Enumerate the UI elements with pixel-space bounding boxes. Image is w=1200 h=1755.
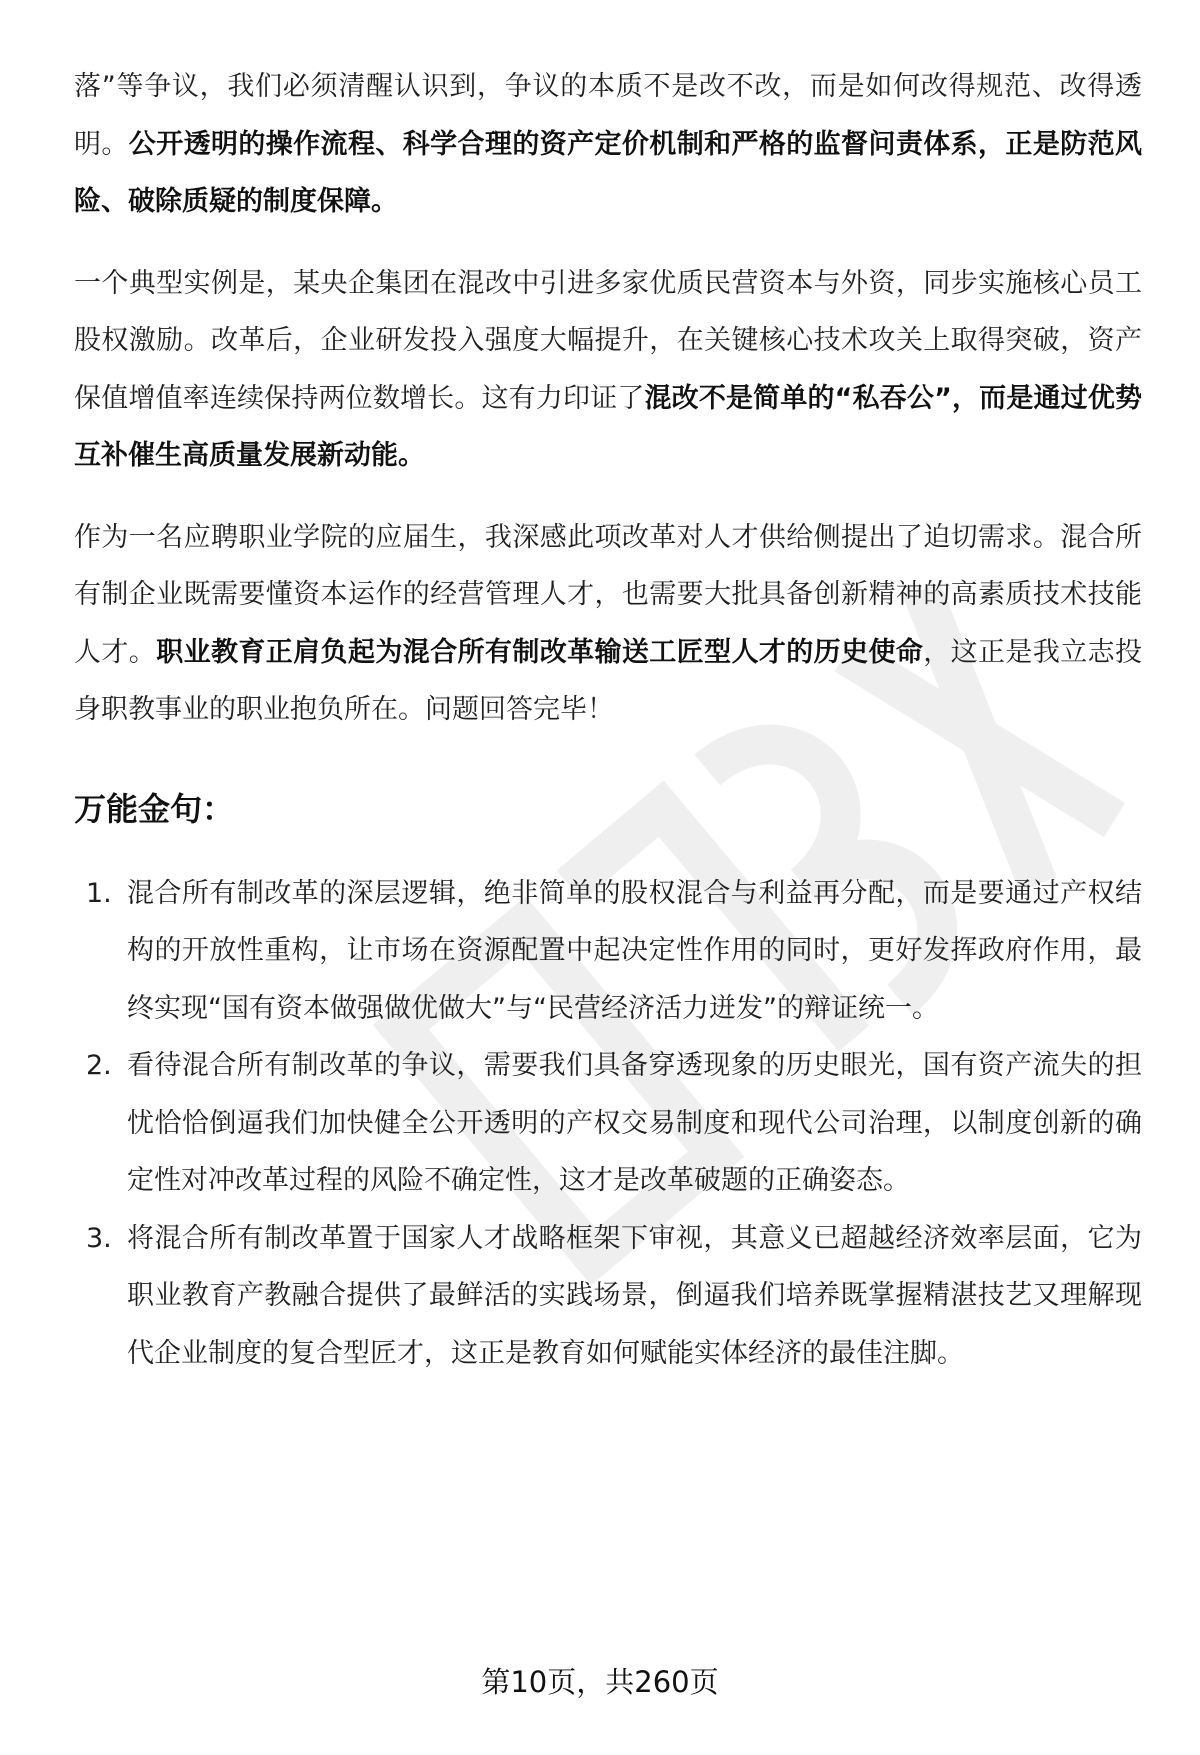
paragraph-2: [74, 255, 1142, 485]
paragraph-1-text: 落”等争议，我们必须清醒认识到，争议的本质不是改不改，而是如何改得规范、改得透明。: [74, 71, 1142, 160]
paragraph-2-text: 一个典型实例是，某央企集团在混改中引进多家优质民营资本与外资，同步实施核心员工股权激励。改革后，企业研发投入强度大幅提升，在关键核心技术攻关上取得突破，资产保值增值率连续保持两位数增长。这有力印证了: [74, 267, 1142, 414]
quote-list: [74, 865, 1142, 1383]
list-item: [74, 1037, 1142, 1210]
list-item-number: 3.: [86, 1222, 112, 1254]
list-item-number: 2.: [86, 1050, 112, 1081]
paragraph-2-bold: 混改不是简单的“私吞公”，而是通过优势互补催生高质量发展新动能。: [74, 382, 1142, 471]
paragraph-1-bold: 公开透明的操作流程、科学合理的资产定价机制和严格的监督问责体系，正是防范风险、破除质疑的制度保障。: [74, 128, 1143, 217]
paragraph-3-text: 作为一名应聘职业学院的应届生，我深感此项改革对人才供给侧提出了迫切需求。混合所有制企业既需要懂资本运作的经营管理人才，也需要大批具备创新精神的高素质技术技能人才。: [74, 521, 1142, 668]
list-item-number: 1.: [86, 877, 112, 909]
paragraph-3-tail: ，这正是我立志投身职教事业的职业抱负所在。问题回答完毕！: [74, 636, 1143, 725]
list-item: [74, 865, 1142, 1038]
list-item-text: 看待混合所有制改革的争议，需要我们具备穿透现象的历史眼光，国有资产流失的担忧恰恰倒逼我们加快健全公开透明的产权交易制度和现代公司治理，以制度创新的确定性对冲改革过程的风险不确定性，这才是改革破题的正确姿态。: [127, 1050, 1142, 1196]
page-footer: 第10页，共260页: [481, 1665, 719, 1699]
paragraph-3-bold: 职业教育正肩负起为混合所有制改革输送工匠型人才的历史使命: [156, 636, 924, 668]
document-page: [74, 58, 1142, 1382]
list-item-text: 混合所有制改革的深层逻辑，绝非简单的股权混合与利益再分配，而是要通过产权结构的开放性重构，让市场在资源配置中起决定性作用的同时，更好发挥政府作用，最终实现“国有资本做强做优做大”与“民营经济活力迸发”的辩证统一。: [127, 877, 1142, 1024]
list-item-text: 将混合所有制改革置于国家人才战略框架下审视，其意义已超越经济效率层面，它为职业教育产教融合提供了最鲜活的实践场景，倒逼我们培养既掌握精湛技艺又理解现代企业制度的复合型匠才，这正是教育如何赋能实体经济的最佳注脚。: [127, 1222, 1142, 1369]
section-heading: 万能金句：: [74, 789, 235, 828]
list-item: [74, 1210, 1142, 1383]
paragraph-3: [74, 509, 1142, 739]
paragraph-1: [74, 58, 1142, 231]
